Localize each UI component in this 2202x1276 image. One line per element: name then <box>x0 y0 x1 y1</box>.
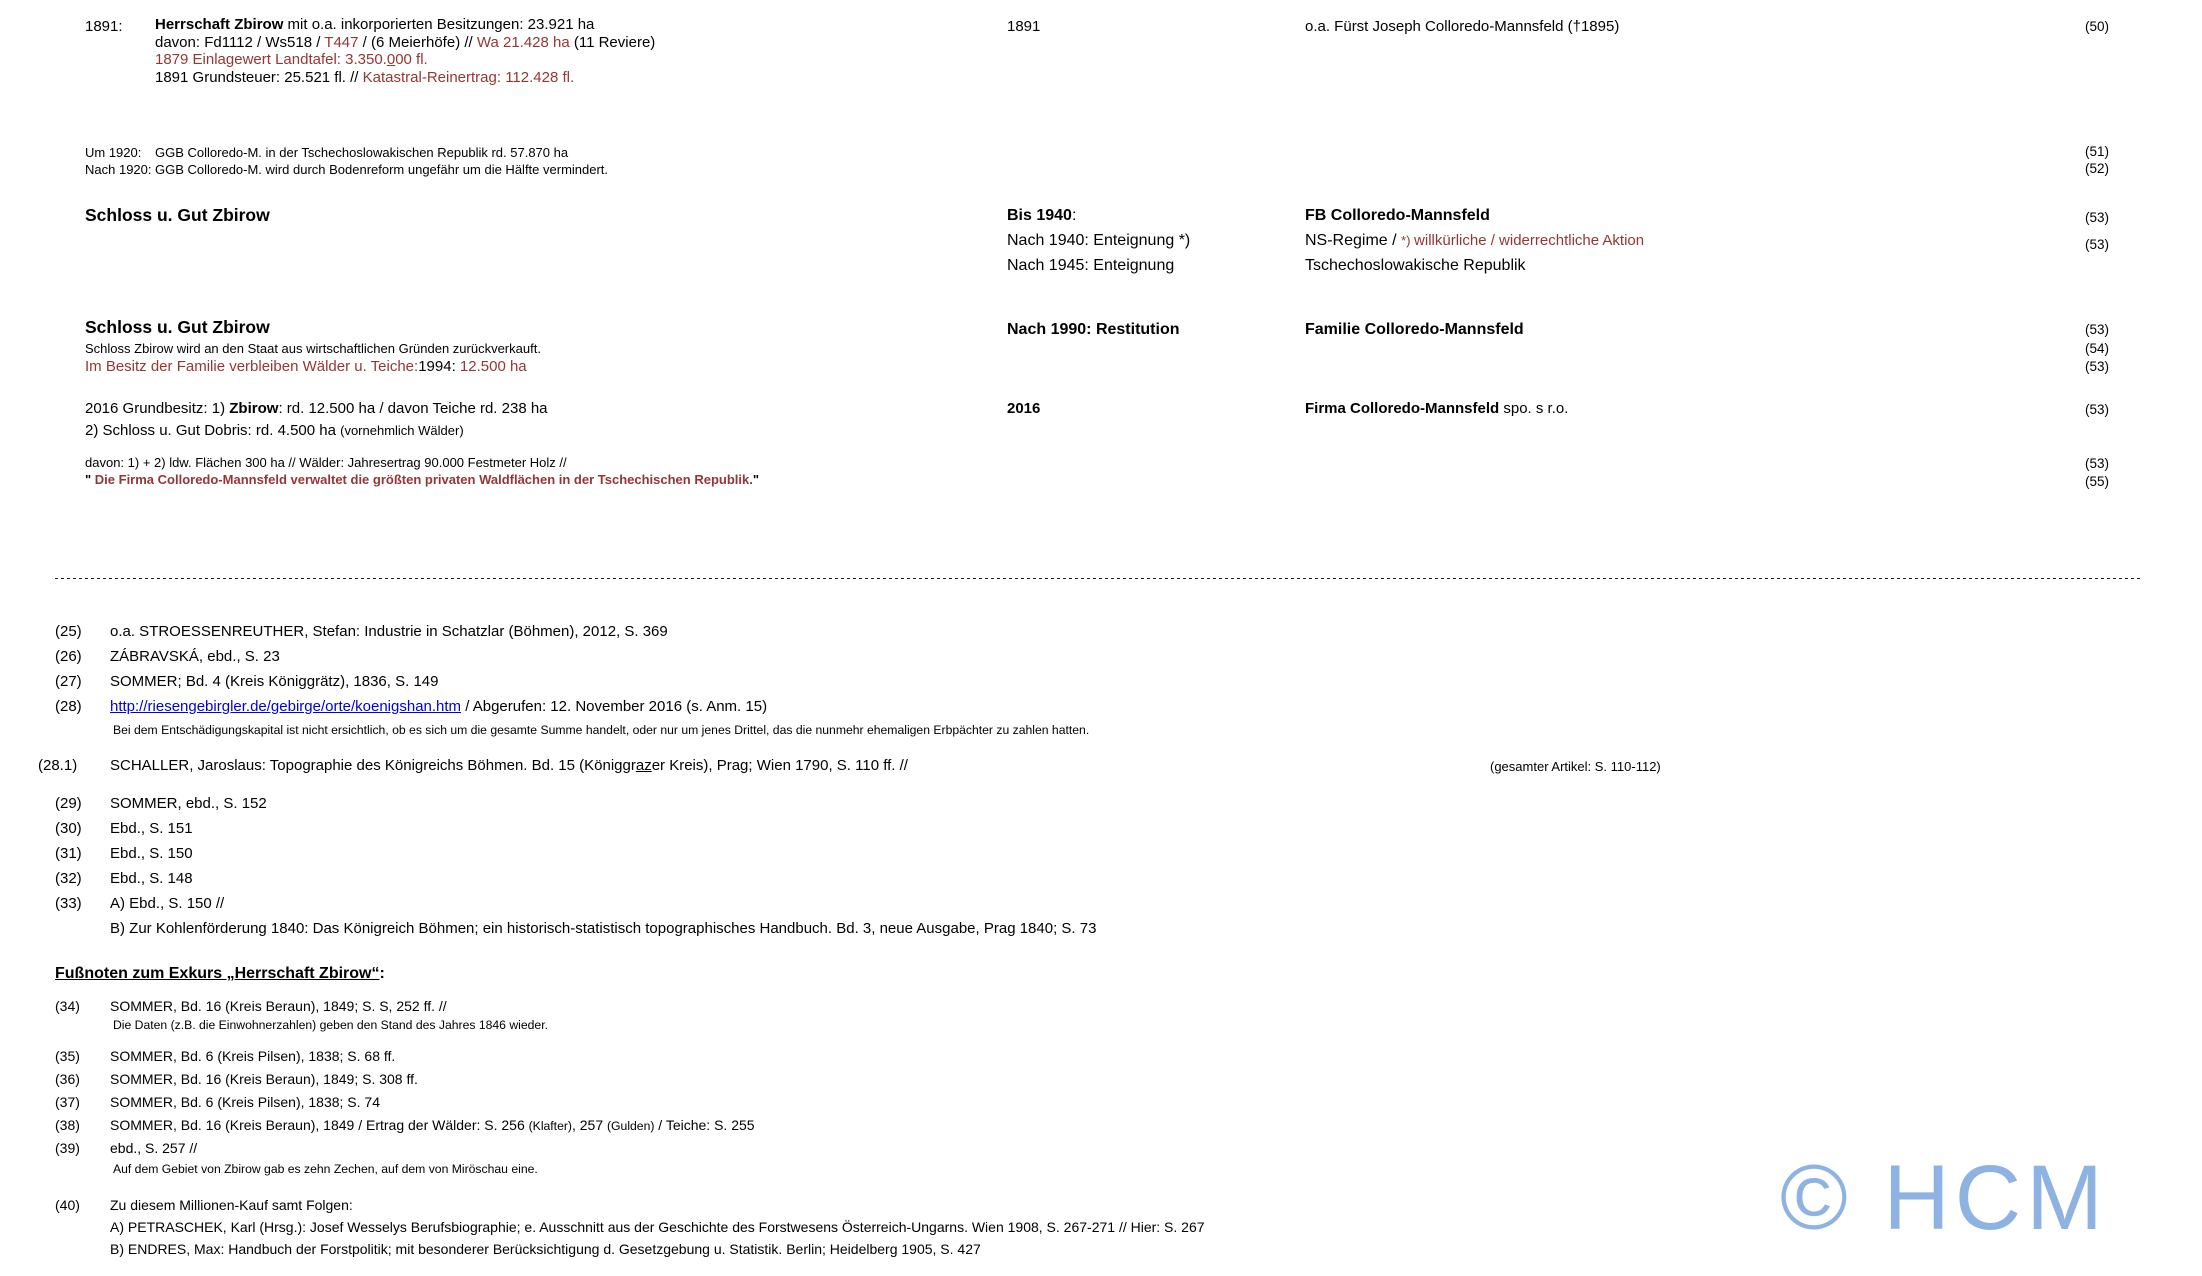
footnote-item-33 <box>55 895 224 912</box>
footnote-28-1-note: (gesamter Artikel: S. 110-112) <box>1490 759 1661 774</box>
owner-1891: o.a. Fürst Joseph Colloredo-Mannsfeld (†1895) <box>1305 18 1620 35</box>
footnote-text: ZÁBRAVSKÁ, ebd., S. 23 <box>110 648 280 665</box>
entry-1891-line3: 1879 Einlagewert Landtafel: 3.350.000 fl. <box>155 51 428 68</box>
footnote-ref-50: (50) <box>2085 19 2110 34</box>
footnote-ref-53d: (53) <box>2085 359 2110 374</box>
entry-nach1920: GGB Colloredo-M. wird durch Bodenreform ungefähr um die Hälfte vermindert. <box>155 162 609 177</box>
footnote-number: (34) <box>55 998 80 1014</box>
section-heading-zbirow-1: Schloss u. Gut Zbirow <box>85 205 270 225</box>
footnote-item-35 <box>55 1048 395 1064</box>
footnote-item-28 <box>55 698 767 715</box>
footnote-item-37 <box>55 1094 380 1110</box>
footnote-40-line-b: B) ENDRES, Max: Handbuch der Forstpolitik; mit besonderer Berücksichtigung d. Gesetzgebung u. Statistik. Berlin; Heidelberg 1905, S. 427 <box>110 1241 981 1257</box>
footnote-number: (26) <box>55 648 82 665</box>
hyperlink-riesengebirgler[interactable]: http://riesengebirgler.de/gebirge/orte/koenigshan.htm / Abgerufen: 12. November 2016 (s. Anm. 15) <box>110 698 768 715</box>
footnote-text: SOMMER, Bd. 6 (Kreis Pilsen), 1838; S. 68 ff. <box>110 1048 396 1064</box>
entry-rueckverkauf: Schloss Zbirow wird an den Staat aus wirtschaftlichen Gründen zurückverkauft. <box>85 341 541 356</box>
owner-fb-colloredo: FB Colloredo-Mannsfeld <box>1305 207 1490 224</box>
footnote-number: (38) <box>55 1117 80 1133</box>
footnote-item-34 <box>55 998 447 1014</box>
footnote-number: (35) <box>55 1048 80 1064</box>
footnote-item-25 <box>55 623 668 640</box>
date-label-um1920: Um 1920: <box>85 145 142 160</box>
footnote-item-31 <box>55 845 193 862</box>
footnote-number: (33) <box>55 895 82 912</box>
footnote-item-38 <box>55 1117 755 1133</box>
mid-date-1891: 1891 <box>1007 18 1041 35</box>
footnote-ref-53e: (53) <box>2085 402 2110 417</box>
footnote-number: (40) <box>55 1197 80 1213</box>
owner-firma-colloredo: Firma Colloredo-Mannsfeld spo. s r.o. <box>1305 400 1569 417</box>
footnote-item-27 <box>55 673 438 690</box>
footnote-item-26 <box>55 648 280 665</box>
footnote-40-line-a: A) PETRASCHEK, Karl (Hrsg.): Josef Wesselys Berufsbiographie; e. Ausschnitt aus der Geschichte des Forstwesens Österreich-Ungarns. Wien 1908, S. 267-271 // Hier: S. 267 <box>110 1219 1205 1235</box>
entry-1891-line4: 1891 Grundsteuer: 25.521 fl. // Katastral-Reinertrag: 112.428 fl. <box>155 68 575 86</box>
entry-familienbesitz: Im Besitz der Familie verbleiben Wälder u. Teiche:1994: 12.500 ha <box>85 358 527 375</box>
owner-familie-colloredo: Familie Colloredo-Mannsfeld <box>1305 321 1524 338</box>
owner-tschechoslowakei: Tschechoslowakische Republik <box>1305 257 1526 274</box>
date-label-nach1920: Nach 1920: <box>85 162 152 177</box>
footnote-34-annotation: Die Daten (z.B. die Einwohnerzahlen) geben den Stand des Jahres 1846 wieder. <box>113 1018 548 1032</box>
footnote-text: SCHALLER, Jaroslaus: Topographie des Königreichs Böhmen. Bd. 15 (Königgrazer Kreis), Prag; Wien 1790, S. 110 ff. // <box>110 757 908 774</box>
summary-flaechen: davon: 1) + 2) ldw. Flächen 300 ha // Wälder: Jahresertrag 90.000 Festmeter Holz // <box>85 455 567 470</box>
footnote-item-36 <box>55 1071 418 1087</box>
footnote-text: A) Ebd., S. 150 // <box>110 895 225 912</box>
footnote-text: Ebd., S. 151 <box>110 820 193 837</box>
footnote-item-28-1 <box>38 757 908 774</box>
footnote-text: ebd., S. 257 // <box>110 1140 198 1156</box>
entry-1891-details <box>155 16 655 86</box>
footnote-ref-53b: (53) <box>2085 237 2110 252</box>
copyright-watermark: © HCM <box>1780 1147 2108 1249</box>
footnote-item-29 <box>55 795 267 812</box>
summary-zitat: " Die Firma Colloredo-Mannsfeld verwaltet die größten privaten Waldflächen in der Tschechischen Republik." <box>85 472 760 487</box>
mid-date-2016: 2016 <box>1007 400 1041 417</box>
footnote-item-30 <box>55 820 193 837</box>
footnote-33-line2: B) Zur Kohlenförderung 1840: Das Königreich Böhmen; ein historisch-statistisch topographisches Handbuch. Bd. 3, neue Ausgabe, Prag 1840; S. 73 <box>110 920 1097 937</box>
owner-ns-regime: NS-Regime / *) willkürliche / widerrechtliche Aktion <box>1305 232 1645 249</box>
entry-1891-line2: davon: Fd1112 / Ws518 / T447 / (6 Meierhöfe) // Wa 21.428 ha (11 Reviere) <box>155 33 656 51</box>
mid-bis1940: Bis 1940: <box>1007 207 1077 224</box>
footnote-number: (39) <box>55 1140 80 1156</box>
entry-1891-line1: Herrschaft Zbirow mit o.a. inkorporierten Besitzungen: 23.921 ha <box>155 16 595 33</box>
footnote-text: SOMMER, Bd. 6 (Kreis Pilsen), 1838; S. 74 <box>110 1094 380 1110</box>
mid-nach1945: Nach 1945: Enteignung <box>1007 257 1175 274</box>
footnote-number: (28) <box>55 698 82 715</box>
footnote-number: (29) <box>55 795 82 812</box>
footnote-ref-51: (51) <box>2085 144 2110 159</box>
footnote-text: SOMMER, Bd. 16 (Kreis Beraun), 1849 / Ertrag der Wälder: S. 256 (Klafter), 257 (Gulden) / Teiche: S. 255 <box>110 1117 755 1133</box>
footnote-number: (32) <box>55 870 82 887</box>
footnote-number: (25) <box>55 623 82 640</box>
footnote-number: (28.1) <box>38 757 78 774</box>
footnote-number: (37) <box>55 1094 80 1110</box>
footnote-number: (31) <box>55 845 82 862</box>
footnote-text: Ebd., S. 150 <box>110 845 193 862</box>
footnote-ref-53a: (53) <box>2085 210 2110 225</box>
footnote-number: (27) <box>55 673 82 690</box>
footnote-ref-52: (52) <box>2085 161 2110 176</box>
footnote-item-39 <box>55 1140 197 1156</box>
footnote-text: Zu diesem Millionen-Kauf samt Folgen: <box>110 1197 353 1213</box>
footnote-text: o.a. STROESSENREUTHER, Stefan: Industrie in Schatzlar (Böhmen), 2012, S. 369 <box>110 623 668 640</box>
entry-2016-line2: 2) Schloss u. Gut Dobris: rd. 4.500 ha (vornehmlich Wälder) <box>85 422 464 439</box>
footnote-ref-55: (55) <box>2085 474 2110 489</box>
footnote-text: SOMMER, Bd. 16 (Kreis Beraun), 1849; S. S, 252 ff. // <box>110 998 447 1014</box>
footnote-ref-53f: (53) <box>2085 456 2110 471</box>
section-heading-zbirow-2: Schloss u. Gut Zbirow <box>85 317 270 337</box>
footnote-39-annotation: Auf dem Gebiet von Zbirow gab es zehn Zechen, auf dem von Miröschau eine. <box>113 1162 538 1176</box>
footnote-number: (30) <box>55 820 82 837</box>
entry-um1920: GGB Colloredo-M. in der Tschechoslowakischen Republik rd. 57.870 ha <box>155 145 569 160</box>
footnote-text: SOMMER, Bd. 16 (Kreis Beraun), 1849; S. 308 ff. <box>110 1071 418 1087</box>
exkurs-heading: Fußnoten zum Exkurs „Herrschaft Zbirow“: <box>55 965 385 982</box>
footnote-item-32 <box>55 870 193 887</box>
dashed-separator <box>55 578 2141 579</box>
footnote-ref-54: (54) <box>2085 341 2110 356</box>
footnote-ref-53c: (53) <box>2085 322 2110 337</box>
date-label-1891: 1891: <box>85 18 123 35</box>
mid-nach1940: Nach 1940: Enteignung *) <box>1007 232 1191 249</box>
footnote-text: SOMMER, ebd., S. 152 <box>110 795 267 812</box>
footnote-text: SOMMER; Bd. 4 (Kreis Königgrätz), 1836, S. 149 <box>110 673 439 690</box>
footnote-item-40 <box>55 1197 353 1213</box>
mid-nach1990: Nach 1990: Restitution <box>1007 321 1180 338</box>
entry-2016-line1: 2016 Grundbesitz: 1) Zbirow: rd. 12.500 ha / davon Teiche rd. 238 ha <box>85 400 548 417</box>
footnote-number: (36) <box>55 1071 80 1087</box>
footnote-28-annotation: Bei dem Entschädigungskapital ist nicht ersichtlich, ob es sich um die gesamte Summe handelt, oder nur um jenes Drittel, das die nunmehr ehemaligen Erbpächter zu zahlen hatten. <box>113 723 1090 737</box>
footnote-text: Ebd., S. 148 <box>110 870 193 887</box>
